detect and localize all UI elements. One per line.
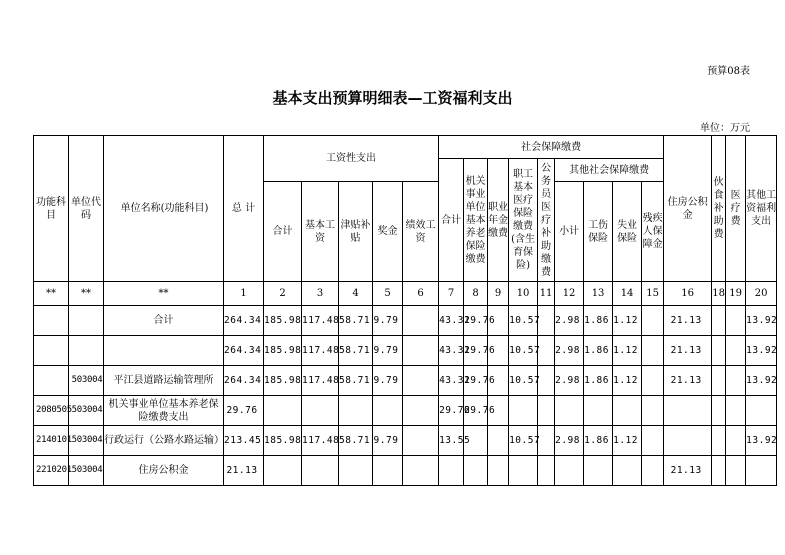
- cell-medfee: [726, 366, 746, 396]
- table-row: [34, 396, 777, 426]
- budget-table: [33, 135, 777, 486]
- cell-unit-code: [69, 336, 104, 366]
- cell-annuity: [488, 426, 509, 456]
- cell-perf: [403, 366, 439, 396]
- cell-basic: 117.48: [302, 306, 339, 336]
- header-social-group: 社会保障缴费: [439, 136, 664, 159]
- header-salary-group: 工资性支出: [264, 136, 439, 182]
- cell-housing: 21.13: [664, 366, 712, 396]
- column-index-cell: 9: [488, 282, 509, 306]
- cell-pension: 29.76: [464, 366, 488, 396]
- column-index-cell: 4: [339, 282, 373, 306]
- column-index-cell: 15: [642, 282, 664, 306]
- cell-bonus: 9.79: [373, 306, 403, 336]
- cell-unit-name: 平江县道路运输管理所: [104, 366, 224, 396]
- cell-sal-sub: 185.98: [264, 306, 302, 336]
- header-unit-code: 单位代码: [69, 136, 104, 282]
- cell-civil: [538, 306, 555, 336]
- header-medical-fee: 医疗费: [726, 136, 746, 282]
- cell-unit-name: 合计: [104, 306, 224, 336]
- cell-housing: [664, 426, 712, 456]
- cell-civil: [538, 366, 555, 396]
- cell-oth-sub: [555, 396, 584, 426]
- column-index-cell: 18: [712, 282, 726, 306]
- cell-unit-code: 503004: [69, 366, 104, 396]
- cell-injury: [584, 456, 613, 486]
- cell-meal: [712, 426, 726, 456]
- header-basic-salary: 基本工资: [302, 182, 339, 282]
- cell-medical: 10.57: [509, 306, 538, 336]
- cell-injury: 1.86: [584, 366, 613, 396]
- cell-medfee: [726, 306, 746, 336]
- cell-civil: [538, 456, 555, 486]
- cell-soc-sub: 43.31: [439, 366, 464, 396]
- column-index-cell: 19: [726, 282, 746, 306]
- cell-basic: 117.48: [302, 366, 339, 396]
- column-index-cell: 16: [664, 282, 712, 306]
- cell-total: 29.76: [224, 396, 264, 426]
- cell-perf: [403, 456, 439, 486]
- header-annuity: 职业年金缴费: [488, 159, 509, 282]
- header-allowance: 津贴补贴: [339, 182, 373, 282]
- table-row: [34, 456, 777, 486]
- cell-func-code: 2140101: [34, 426, 69, 456]
- cell-basic: 117.48: [302, 336, 339, 366]
- column-index-cell: 5: [373, 282, 403, 306]
- cell-meal: [712, 306, 726, 336]
- table-body: [34, 306, 777, 486]
- cell-total: 213.45: [224, 426, 264, 456]
- cell-oth-sub: 2.98: [555, 426, 584, 456]
- header-func-code: 功能科目: [34, 136, 69, 282]
- form-number: 预算08表: [707, 66, 750, 77]
- column-index-cell: 14: [613, 282, 642, 306]
- header-disability: 残疾人保障金: [642, 182, 664, 282]
- cell-injury: 1.86: [584, 306, 613, 336]
- header-row-1: [34, 136, 777, 159]
- cell-medfee: [726, 336, 746, 366]
- cell-unit-code: 503004: [69, 426, 104, 456]
- cell-disab: [642, 456, 664, 486]
- cell-unit-code: 503004: [69, 456, 104, 486]
- cell-total: 21.13: [224, 456, 264, 486]
- header-medical: 职工基本医疗保险缴费(含生育保险): [509, 159, 538, 282]
- cell-total: 264.34: [224, 306, 264, 336]
- cell-sal-sub: [264, 456, 302, 486]
- cell-unit-code: 503004: [69, 396, 104, 426]
- cell-unemp: 1.12: [613, 426, 642, 456]
- cell-annuity: [488, 456, 509, 486]
- cell-unit-name: [104, 336, 224, 366]
- column-index-cell: 13: [584, 282, 613, 306]
- cell-pension: 29.76: [464, 396, 488, 426]
- cell-disab: [642, 396, 664, 426]
- cell-medical: 10.57: [509, 426, 538, 456]
- table-row: [34, 426, 777, 456]
- column-index-cell: **: [104, 282, 224, 306]
- cell-func-code: 2210201: [34, 456, 69, 486]
- cell-sal-sub: 185.98: [264, 366, 302, 396]
- cell-allow: 58.71: [339, 306, 373, 336]
- cell-unit-name: 行政运行（公路水路运输）: [104, 426, 224, 456]
- header-social-subtotal: 合计: [439, 159, 464, 282]
- cell-pension: 29.76: [464, 306, 488, 336]
- header-performance: 绩效工资: [403, 182, 439, 282]
- cell-allow: [339, 396, 373, 426]
- header-salary-subtotal: 合计: [264, 182, 302, 282]
- cell-unemp: 1.12: [613, 336, 642, 366]
- cell-disab: [642, 426, 664, 456]
- cell-func-code: [34, 336, 69, 366]
- header-other-subtotal: 小计: [555, 182, 584, 282]
- cell-civil: [538, 396, 555, 426]
- cell-bonus: 9.79: [373, 426, 403, 456]
- column-index-cell: 6: [403, 282, 439, 306]
- cell-oth-sub: [555, 456, 584, 486]
- cell-total: 264.34: [224, 336, 264, 366]
- column-index-cell: 1: [224, 282, 264, 306]
- cell-pension: [464, 456, 488, 486]
- cell-bonus: [373, 456, 403, 486]
- header-injury: 工伤保险: [584, 182, 613, 282]
- cell-civil: [538, 426, 555, 456]
- header-other-social-group: 其他社会保障缴费: [555, 159, 664, 182]
- cell-housing: 21.13: [664, 456, 712, 486]
- cell-meal: [712, 366, 726, 396]
- cell-soc-sub: 43.31: [439, 306, 464, 336]
- cell-basic: [302, 396, 339, 426]
- cell-soc-sub: [439, 456, 464, 486]
- cell-housing: 21.13: [664, 336, 712, 366]
- cell-other: 13.92: [746, 306, 777, 336]
- cell-other: 13.92: [746, 336, 777, 366]
- column-index-cell: 12: [555, 282, 584, 306]
- header-meal-allowance: 伙食补助费: [712, 136, 726, 282]
- cell-oth-sub: 2.98: [555, 366, 584, 396]
- cell-unemp: [613, 456, 642, 486]
- column-index-cell: 20: [746, 282, 777, 306]
- cell-housing: 21.13: [664, 306, 712, 336]
- cell-civil: [538, 336, 555, 366]
- column-index-cell: **: [69, 282, 104, 306]
- cell-perf: [403, 396, 439, 426]
- header-housing-fund: 住房公积金: [664, 136, 712, 282]
- column-index-cell: 3: [302, 282, 339, 306]
- page-title: 基本支出预算明细表—工资福利支出: [272, 89, 513, 107]
- cell-injury: 1.86: [584, 336, 613, 366]
- column-index-cell: **: [34, 282, 69, 306]
- cell-basic: 117.48: [302, 426, 339, 456]
- column-index-cell: 11: [538, 282, 555, 306]
- cell-allow: 58.71: [339, 366, 373, 396]
- cell-sal-sub: [264, 396, 302, 426]
- column-index-cell: 7: [439, 282, 464, 306]
- header-civil-medical: 公务员医疗补助缴费: [538, 159, 555, 282]
- cell-medical: 10.57: [509, 366, 538, 396]
- cell-unemp: 1.12: [613, 306, 642, 336]
- cell-func-code: 2080505: [34, 396, 69, 426]
- cell-meal: [712, 336, 726, 366]
- cell-perf: [403, 336, 439, 366]
- cell-other: 13.92: [746, 426, 777, 456]
- cell-disab: [642, 366, 664, 396]
- cell-func-code: [34, 306, 69, 336]
- cell-func-code: [34, 366, 69, 396]
- cell-bonus: 9.79: [373, 336, 403, 366]
- cell-sal-sub: 185.98: [264, 336, 302, 366]
- cell-bonus: 9.79: [373, 366, 403, 396]
- cell-disab: [642, 336, 664, 366]
- cell-other: [746, 456, 777, 486]
- cell-total: 264.34: [224, 366, 264, 396]
- cell-medfee: [726, 396, 746, 426]
- unit-label: 单位：万元: [700, 123, 750, 134]
- table-row: [34, 336, 777, 366]
- cell-other: 13.92: [746, 366, 777, 396]
- cell-unit-code: [69, 306, 104, 336]
- column-index-cell: 8: [464, 282, 488, 306]
- cell-injury: [584, 396, 613, 426]
- cell-unemp: [613, 396, 642, 426]
- cell-basic: [302, 456, 339, 486]
- cell-allow: 58.71: [339, 426, 373, 456]
- cell-medical: [509, 396, 538, 426]
- header-pension: 机关事业单位基本养老保险缴费: [464, 159, 488, 282]
- cell-oth-sub: 2.98: [555, 336, 584, 366]
- cell-sal-sub: 185.98: [264, 426, 302, 456]
- cell-housing: [664, 396, 712, 426]
- cell-unit-name: 住房公积金: [104, 456, 224, 486]
- header-unit-name: 单位名称(功能科目): [104, 136, 224, 282]
- column-index-cell: 10: [509, 282, 538, 306]
- cell-disab: [642, 306, 664, 336]
- cell-pension: 29.76: [464, 336, 488, 366]
- header-total: 总 计: [224, 136, 264, 282]
- cell-meal: [712, 456, 726, 486]
- header-other-welfare: 其他工资福利支出: [746, 136, 777, 282]
- cell-other: [746, 396, 777, 426]
- cell-perf: [403, 306, 439, 336]
- cell-medfee: [726, 456, 746, 486]
- column-index-row: [34, 282, 777, 306]
- table-row: [34, 366, 777, 396]
- cell-soc-sub: 43.31: [439, 336, 464, 366]
- cell-medical: 10.57: [509, 336, 538, 366]
- header-bonus: 奖金: [373, 182, 403, 282]
- cell-medfee: [726, 426, 746, 456]
- cell-unit-name: 机关事业单位基本养老保险缴费支出: [104, 396, 224, 426]
- cell-allow: 58.71: [339, 336, 373, 366]
- header-unemployment: 失业保险: [613, 182, 642, 282]
- cell-medical: [509, 456, 538, 486]
- column-index-cell: 2: [264, 282, 302, 306]
- cell-soc-sub: 29.76: [439, 396, 464, 426]
- cell-oth-sub: 2.98: [555, 306, 584, 336]
- cell-unemp: 1.12: [613, 366, 642, 396]
- cell-bonus: [373, 396, 403, 426]
- cell-meal: [712, 396, 726, 426]
- cell-soc-sub: 13.55: [439, 426, 464, 456]
- table-row: [34, 306, 777, 336]
- cell-perf: [403, 426, 439, 456]
- cell-allow: [339, 456, 373, 486]
- cell-injury: 1.86: [584, 426, 613, 456]
